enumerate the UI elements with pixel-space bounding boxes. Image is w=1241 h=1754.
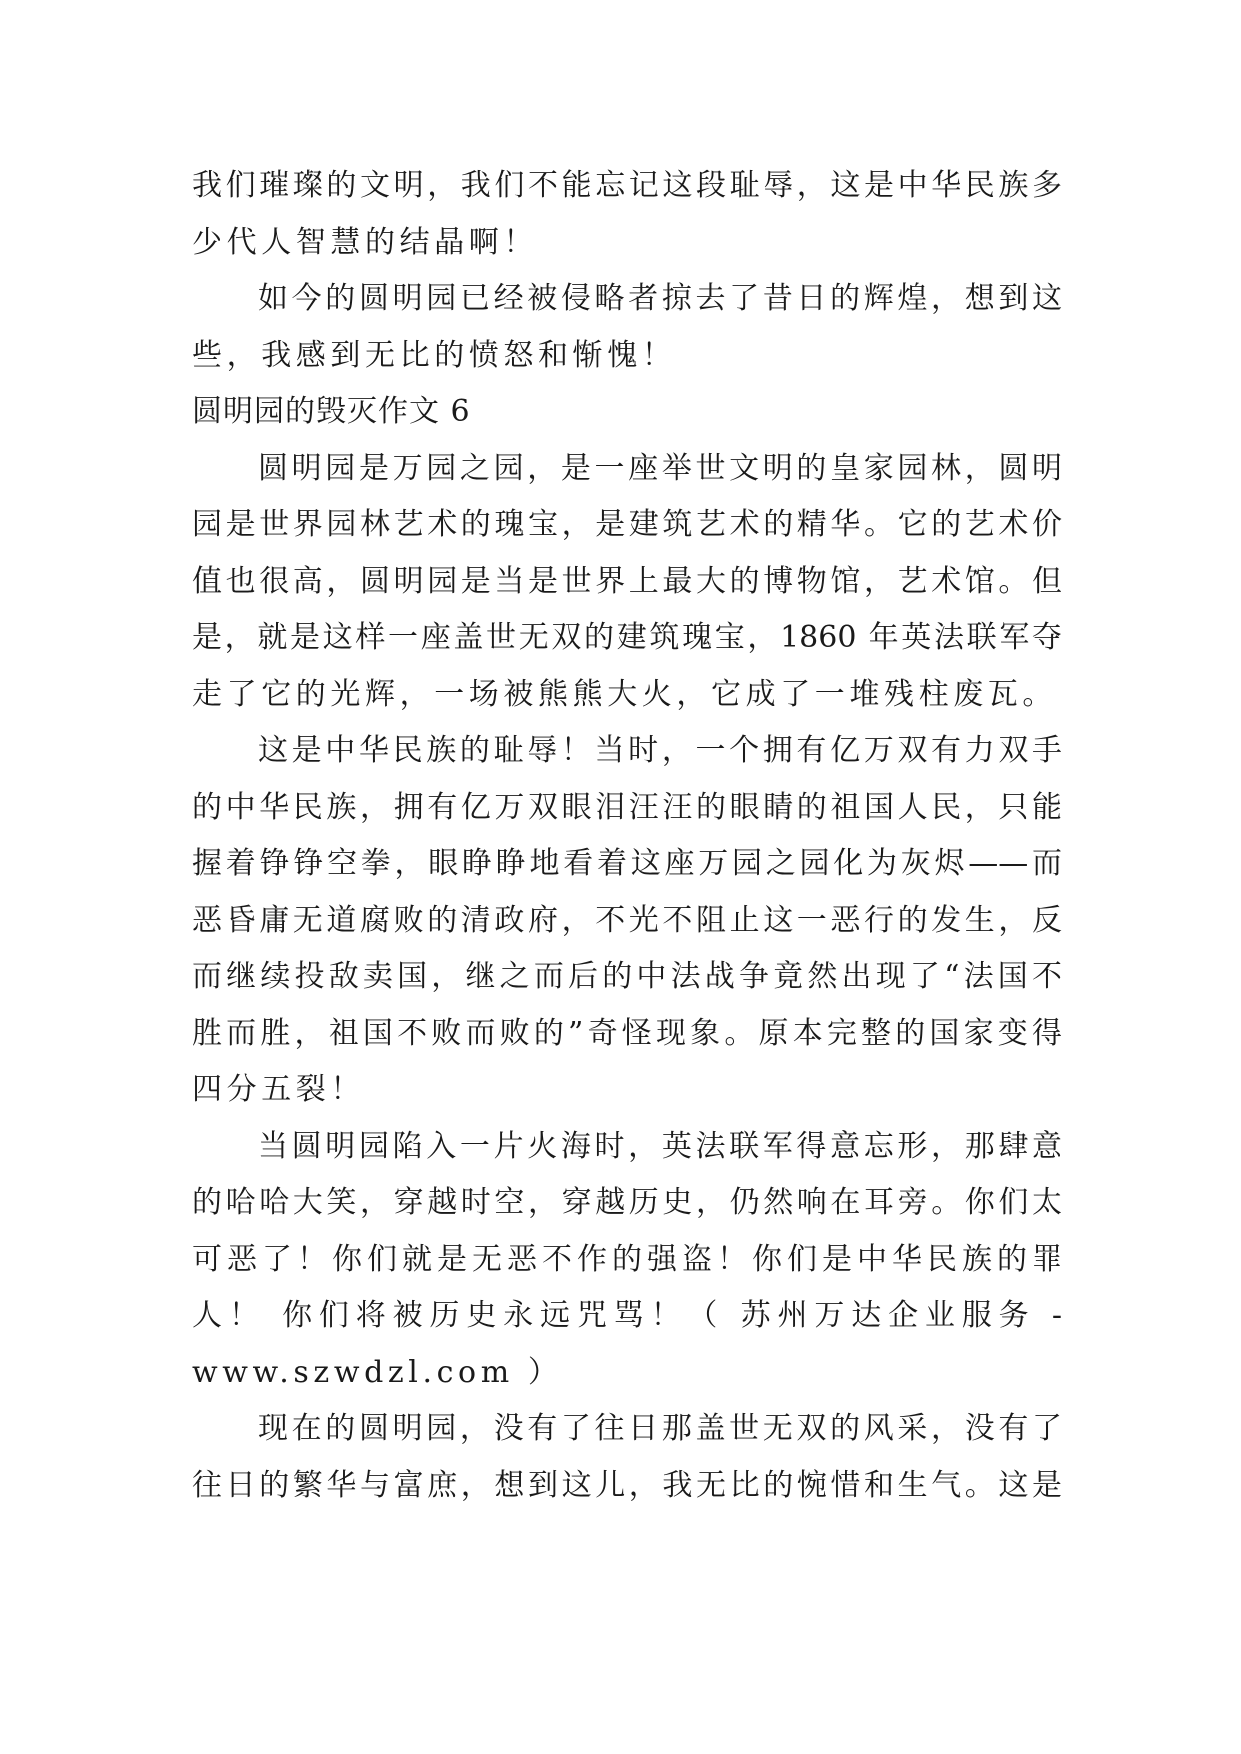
- text-line: 人！ 你们将被历史永远咒骂！（ 苏州万达企业服务 -: [192, 1298, 1062, 1333]
- text-line: 恶昏庸无道腐败的清政府，不光不阻止这一恶行的发生，反: [192, 902, 1062, 938]
- text-line: 四分五裂！: [192, 1072, 365, 1107]
- text-line: 走了它的光辉，一场被熊熊大火，它成了一堆残柱废瓦。: [192, 676, 1057, 712]
- paragraph: [192, 1401, 1062, 1514]
- text-line: 我们璀璨的文明，我们不能忘记这段耻辱，这是中华民族多: [192, 168, 1062, 203]
- text-line: 握着铮铮空拳，眼睁睁地看着这座万园之园化为灰烬——而: [192, 846, 1062, 881]
- text-line: 如今的圆明园已经被侵略者掠去了昔日的辉煌，想到这: [258, 281, 1062, 316]
- text-line: 胜而胜，祖国不败而败的”奇怪现象。原本完整的国家变得: [192, 1015, 1062, 1051]
- text-line: 圆明园是万园之园，是一座举世文明的皇家园林，圆明: [258, 450, 1062, 486]
- text-line: 的中华民族，拥有亿万双眼泪汪汪的眼睛的祖国人民，只能: [192, 789, 1062, 825]
- text-line: 往日的繁华与富庶，想到这儿，我无比的惋惜和生气。这是: [192, 1467, 1062, 1503]
- text-line: 值也很高，圆明园是当是世界上最大的博物馆，艺术馆。但: [192, 563, 1062, 599]
- text-line: 少代人智慧的结晶啊！: [192, 224, 538, 260]
- text-line: 现在的圆明园，没有了往日那盖世无双的风采，没有了: [258, 1411, 1062, 1446]
- text-line: www.szwdzl.com ）: [192, 1354, 563, 1390]
- paragraph: [192, 158, 1062, 271]
- text-line: 是，就是这样一座盖世无双的建筑瑰宝，1860 年英法联军夺: [192, 620, 1062, 655]
- text-line: 当圆明园陷入一片火海时，英法联军得意忘形，那肆意: [258, 1128, 1062, 1164]
- text-line: 的哈哈大笑，穿越时空，穿越历史，仍然响在耳旁。你们太: [192, 1185, 1062, 1220]
- paragraph: [192, 271, 1062, 384]
- paragraph: [192, 441, 1062, 724]
- paragraph: [192, 1119, 1062, 1402]
- essay-title: 圆明园的毁灭作文 6: [192, 394, 471, 429]
- text-line: 可恶了！你们就是无恶不作的强盗！你们是中华民族的罪: [192, 1241, 1062, 1277]
- text-line: 些，我感到无比的愤怒和惭愧！: [192, 337, 677, 373]
- paragraph: [192, 723, 1062, 1119]
- text-line: 园是世界园林艺术的瑰宝，是建筑艺术的精华。它的艺术价: [192, 507, 1062, 542]
- text-line: 这是中华民族的耻辱！当时，一个拥有亿万双有力双手: [258, 733, 1062, 768]
- document-body: [192, 158, 1062, 1514]
- text-line: 而继续投敌卖国，继之而后的中法战争竟然出现了“法国不: [192, 959, 1062, 994]
